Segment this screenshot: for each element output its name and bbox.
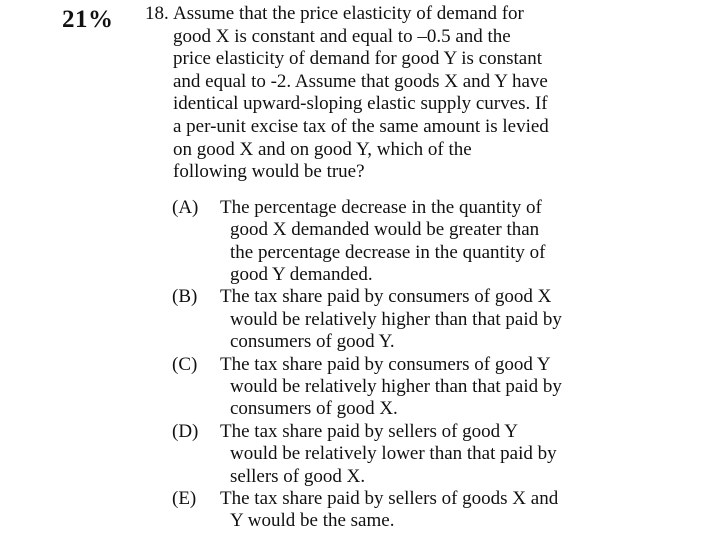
option-line: consumers of good Y. [230, 331, 395, 353]
option-line: the percentage decrease in the quantity of [230, 241, 546, 263]
option-letter: (B) [172, 286, 198, 308]
question-stem [145, 3, 595, 184]
answer-options [172, 197, 595, 533]
option-text [220, 354, 580, 421]
option-c[interactable] [172, 354, 595, 421]
option-text [220, 421, 580, 488]
option-text [220, 286, 580, 353]
option-line: would be relatively lower than that paid by [230, 443, 557, 465]
option-e[interactable] [172, 488, 595, 533]
option-line: good Y demanded. [230, 263, 373, 285]
option-line: good X demanded would be greater than [230, 219, 540, 241]
option-line: would be relatively higher than that paid by [230, 376, 562, 397]
option-text [220, 488, 580, 533]
question-text [173, 3, 583, 184]
question-line: identical upward-sloping elastic supply curves. If [173, 93, 548, 115]
option-d[interactable] [172, 421, 595, 488]
option-letter: (E) [172, 488, 197, 510]
option-line: sellers of good X. [230, 465, 366, 487]
option-line: would be relatively higher than that paid by [230, 308, 562, 330]
question-line: price elasticity of demand for good Y is constant [173, 48, 542, 70]
question-number: 18. [145, 3, 169, 24]
question-line: on good X and on good Y, which of the [173, 138, 472, 160]
option-line: The tax share paid by sellers of good Y [220, 420, 518, 442]
option-b[interactable] [172, 286, 595, 353]
option-line: The tax share paid by sellers of goods X and [220, 488, 559, 510]
option-line: Y would be the same. [230, 510, 395, 532]
question-block [145, 3, 595, 533]
percent-label: 21% [62, 6, 114, 33]
option-letter: (A) [172, 196, 199, 218]
question-line: following would be true? [173, 161, 365, 183]
option-line: The percentage decrease in the quantity of [220, 196, 542, 218]
option-a[interactable] [172, 197, 595, 287]
option-letter: (D) [172, 420, 199, 442]
option-line: The tax share paid by consumers of good X [220, 286, 552, 308]
option-line: The tax share paid by consumers of good Y [220, 353, 551, 375]
question-line: good X is constant and equal to –0.5 and the [173, 25, 511, 47]
option-text [220, 197, 580, 287]
question-line: and equal to -2. Assume that goods X and Y have [173, 70, 548, 92]
question-line: a per-unit excise tax of the same amount is levied [173, 115, 549, 137]
option-line: consumers of good X. [230, 398, 398, 420]
option-letter: (C) [172, 353, 198, 375]
question-line: Assume that the price elasticity of demand for [173, 3, 524, 24]
